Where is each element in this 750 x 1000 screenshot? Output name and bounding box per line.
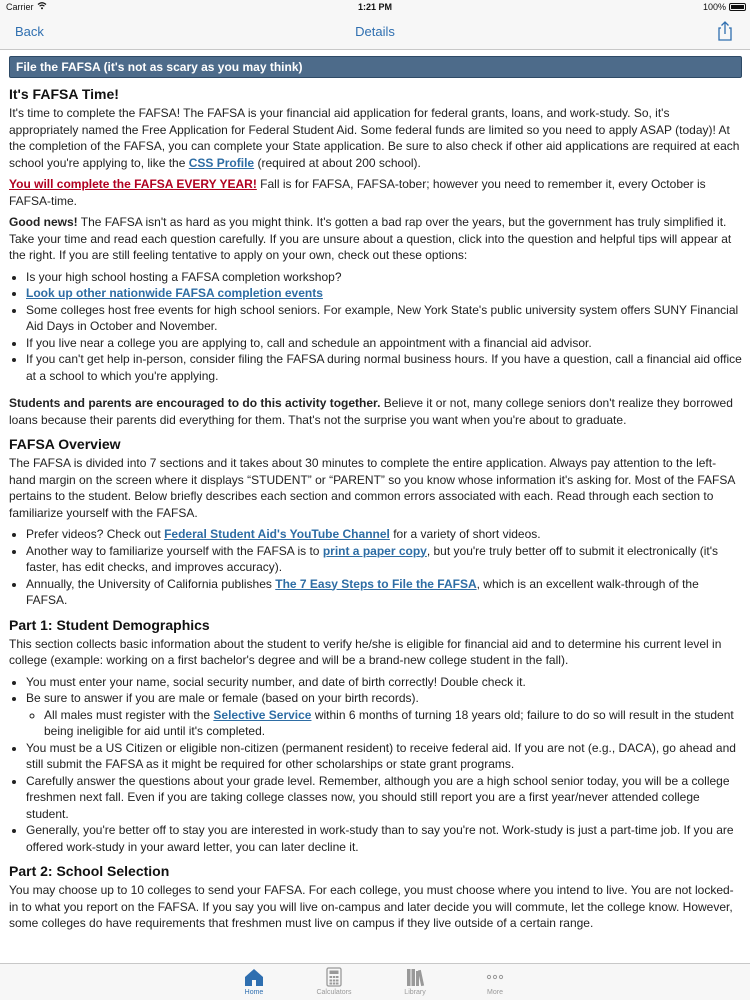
- paragraph: [9, 214, 742, 264]
- paragraph: This section collects basic information about the student to verify he/she is eligible for financial aid and to determine his current level in college (example: working on a first bachelor's degree and will be a brand-new college student in the fall).: [9, 636, 722, 667]
- navigation-bar: [0, 14, 750, 50]
- home-icon: [243, 966, 265, 988]
- sub-list: [26, 707, 742, 740]
- list-item: [26, 526, 742, 543]
- paper-copy-link[interactable]: print a paper copy: [322, 543, 427, 558]
- page-title: Details: [355, 24, 395, 39]
- tab-library[interactable]: [385, 966, 445, 996]
- paragraph: [9, 395, 742, 428]
- list-text: within 6 months of turning 18 years old; failure to do so will result in the student being ineligible for aid until it's completed.: [44, 707, 734, 738]
- tab-more[interactable]: [465, 966, 525, 996]
- every-year-alert: You will complete the FAFSA EVERY YEAR!: [9, 177, 257, 191]
- share-icon[interactable]: [716, 21, 734, 41]
- list-text: , which is an excellent walk-through of the FAFSA.: [26, 576, 699, 607]
- list-item: [26, 690, 742, 740]
- paragraph-text: Fall is for FAFSA, FAFSA-tober; however you need to remember it, every October is FAFSA-time.: [9, 177, 706, 208]
- list-item: • Some colleges host free events for high school seniors. For example, New York State's public university system offers SUNY Financial Aid Days in October and November.: [26, 302, 742, 335]
- calculator-icon: [323, 966, 345, 988]
- list-item: [26, 576, 742, 609]
- list-item: • Is your high school hosting a FAFSA completion workshop?: [26, 269, 742, 286]
- list-item: • Carefully answer the questions about your grade level. Remember, although you are a high school senior today, you will be a college freshmen next fall. Even if you are taking college classes now, you should still report you are a first year/never attended college student.: [26, 773, 742, 823]
- list-item: [26, 285, 742, 302]
- seven-steps-link[interactable]: The 7 Easy Steps to File the FAFSA: [275, 576, 477, 591]
- list-text: All males must register with the: [44, 707, 211, 722]
- paragraph: [9, 176, 742, 209]
- tab-home[interactable]: [224, 966, 284, 996]
- list-text: , but you're truly better off to submit it electronically (it's faster, has edit checks, and improves accuracy).: [26, 543, 718, 574]
- section-heading: FAFSA Overview: [9, 436, 121, 452]
- good-news-label: Good news!: [9, 215, 78, 229]
- demographics-list: [9, 674, 742, 856]
- battery-icon: [729, 3, 746, 11]
- library-icon: [404, 966, 426, 988]
- css-profile-link[interactable]: CSS Profile: [188, 155, 255, 170]
- section-heading: Part 2: School Selection: [9, 863, 170, 879]
- list-item: • Generally, you're better off to stay you are interested in work-study than to say you're not. Work-study is just a part-time job. If you are offered work-study in your award letter, you can later decline it.: [26, 822, 742, 855]
- list-text: for a variety of short videos.: [393, 527, 541, 541]
- paragraph-text: Believe it or not, many college seniors don't realize they borrowed loans because their parents did everything for them. That's not the surprise you want when you're about to graduate.: [9, 396, 733, 427]
- tab-label: Calculators: [316, 989, 352, 996]
- carrier-label: Carrier: [6, 2, 34, 12]
- paragraph-text: The FAFSA isn't as hard as you might think. It's gotten a bad rap over the years, but the government has truly simplified it. Take your time and read each question carefully. If you are unsure about a question, click into the question and helpful tips will appear at the right. If you are still feeling tentative to apply on your own, check out these options:: [9, 215, 732, 262]
- paragraph: [9, 105, 742, 171]
- sub-list-item: [44, 707, 742, 740]
- article-content[interactable]: [0, 51, 750, 963]
- back-button[interactable]: Back: [15, 24, 44, 39]
- tab-calculators[interactable]: [304, 966, 364, 996]
- list-text: Prefer videos? Check out: [26, 527, 161, 541]
- tab-bar: [0, 963, 750, 1000]
- paragraph-text: (required at about 200 school).: [257, 155, 421, 170]
- youtube-channel-link[interactable]: Federal Student Aid's YouTube Channel: [164, 527, 390, 541]
- more-icon: [484, 966, 506, 988]
- status-bar: [0, 0, 750, 14]
- paragraph: You may choose up to 10 colleges to send your FAFSA. For each college, you must choose where you intend to live. You are not locked-in to what you report on the FAFSA. If you say you will live on-campus and later decide you will commute, let the college know. However, some colleges do have requirements that freshmen must live on campus if they live outside of a certain range.: [9, 883, 734, 930]
- paragraph: The FAFSA is divided into 7 sections and it takes about 30 minutes to complete the entire application. Always pay attention to the left-hand margin on the screen where it displays “STUDENT” or “PARENT” so you know whose information it's asking for. Most of the FAFSA pertains to the student. Below briefly describes each section and common errors associated with each. Read through each section to familiarize yourself with the FAFSA.: [9, 456, 735, 520]
- list-item: • If you can't get help in-person, consider filing the FAFSA during normal business hours. If you have a question, call a financial aid office at a school to which you're applying.: [26, 351, 742, 384]
- tab-label: More: [487, 989, 503, 996]
- list-text: Another way to familiarize yourself with the FAFSA is to: [26, 543, 320, 558]
- list-item: [26, 543, 742, 576]
- tab-label: Library: [404, 989, 426, 996]
- tab-label: Home: [244, 989, 264, 996]
- list-item: • If you live near a college you are applying to, call and schedule an appointment with a financial aid advisor.: [26, 335, 742, 352]
- overview-list: [9, 526, 742, 609]
- status-time: 1:21 PM: [357, 2, 392, 12]
- list-item: • You must enter your name, social security number, and date of birth correctly! Double check it.: [26, 674, 742, 691]
- completion-events-link[interactable]: Look up other nationwide FAFSA completion events: [26, 286, 323, 300]
- battery-percent: 100%: [702, 2, 726, 12]
- selective-service-link[interactable]: Selective Service: [213, 707, 312, 722]
- paragraph-text: It's time to complete the FAFSA! The FAFSA is your financial aid application for federal grants, loans, and work-study. So, it's appropriately named the Free Application for Federal Student Aid. Some federal funds are limited so you need to apply ASAP (today)! At the completion of the FAFSA, you can complete your State application. Be sure to also check if other aid applications are required at each school you're applying to, like the: [9, 106, 740, 170]
- together-label: Students and parents are encouraged to do this activity together.: [9, 396, 381, 410]
- list-text: Annually, the University of California publishes: [26, 576, 272, 591]
- list-text: Be sure to answer if you are male or female (based on your birth records).: [26, 691, 419, 705]
- options-list: [9, 269, 742, 385]
- list-item: • You must be a US Citizen or eligible non-citizen (permanent resident) to receive federal aid. If you are not (e.g., DACA), go ahead and still submit the FAFSA as it might be required for other scholarships or state grant programs.: [26, 740, 742, 773]
- section-heading: It's FAFSA Time!: [9, 86, 119, 102]
- section-heading: Part 1: Student Demographics: [9, 616, 210, 633]
- article-banner: File the FAFSA (it's not as scary as you may think): [9, 56, 742, 78]
